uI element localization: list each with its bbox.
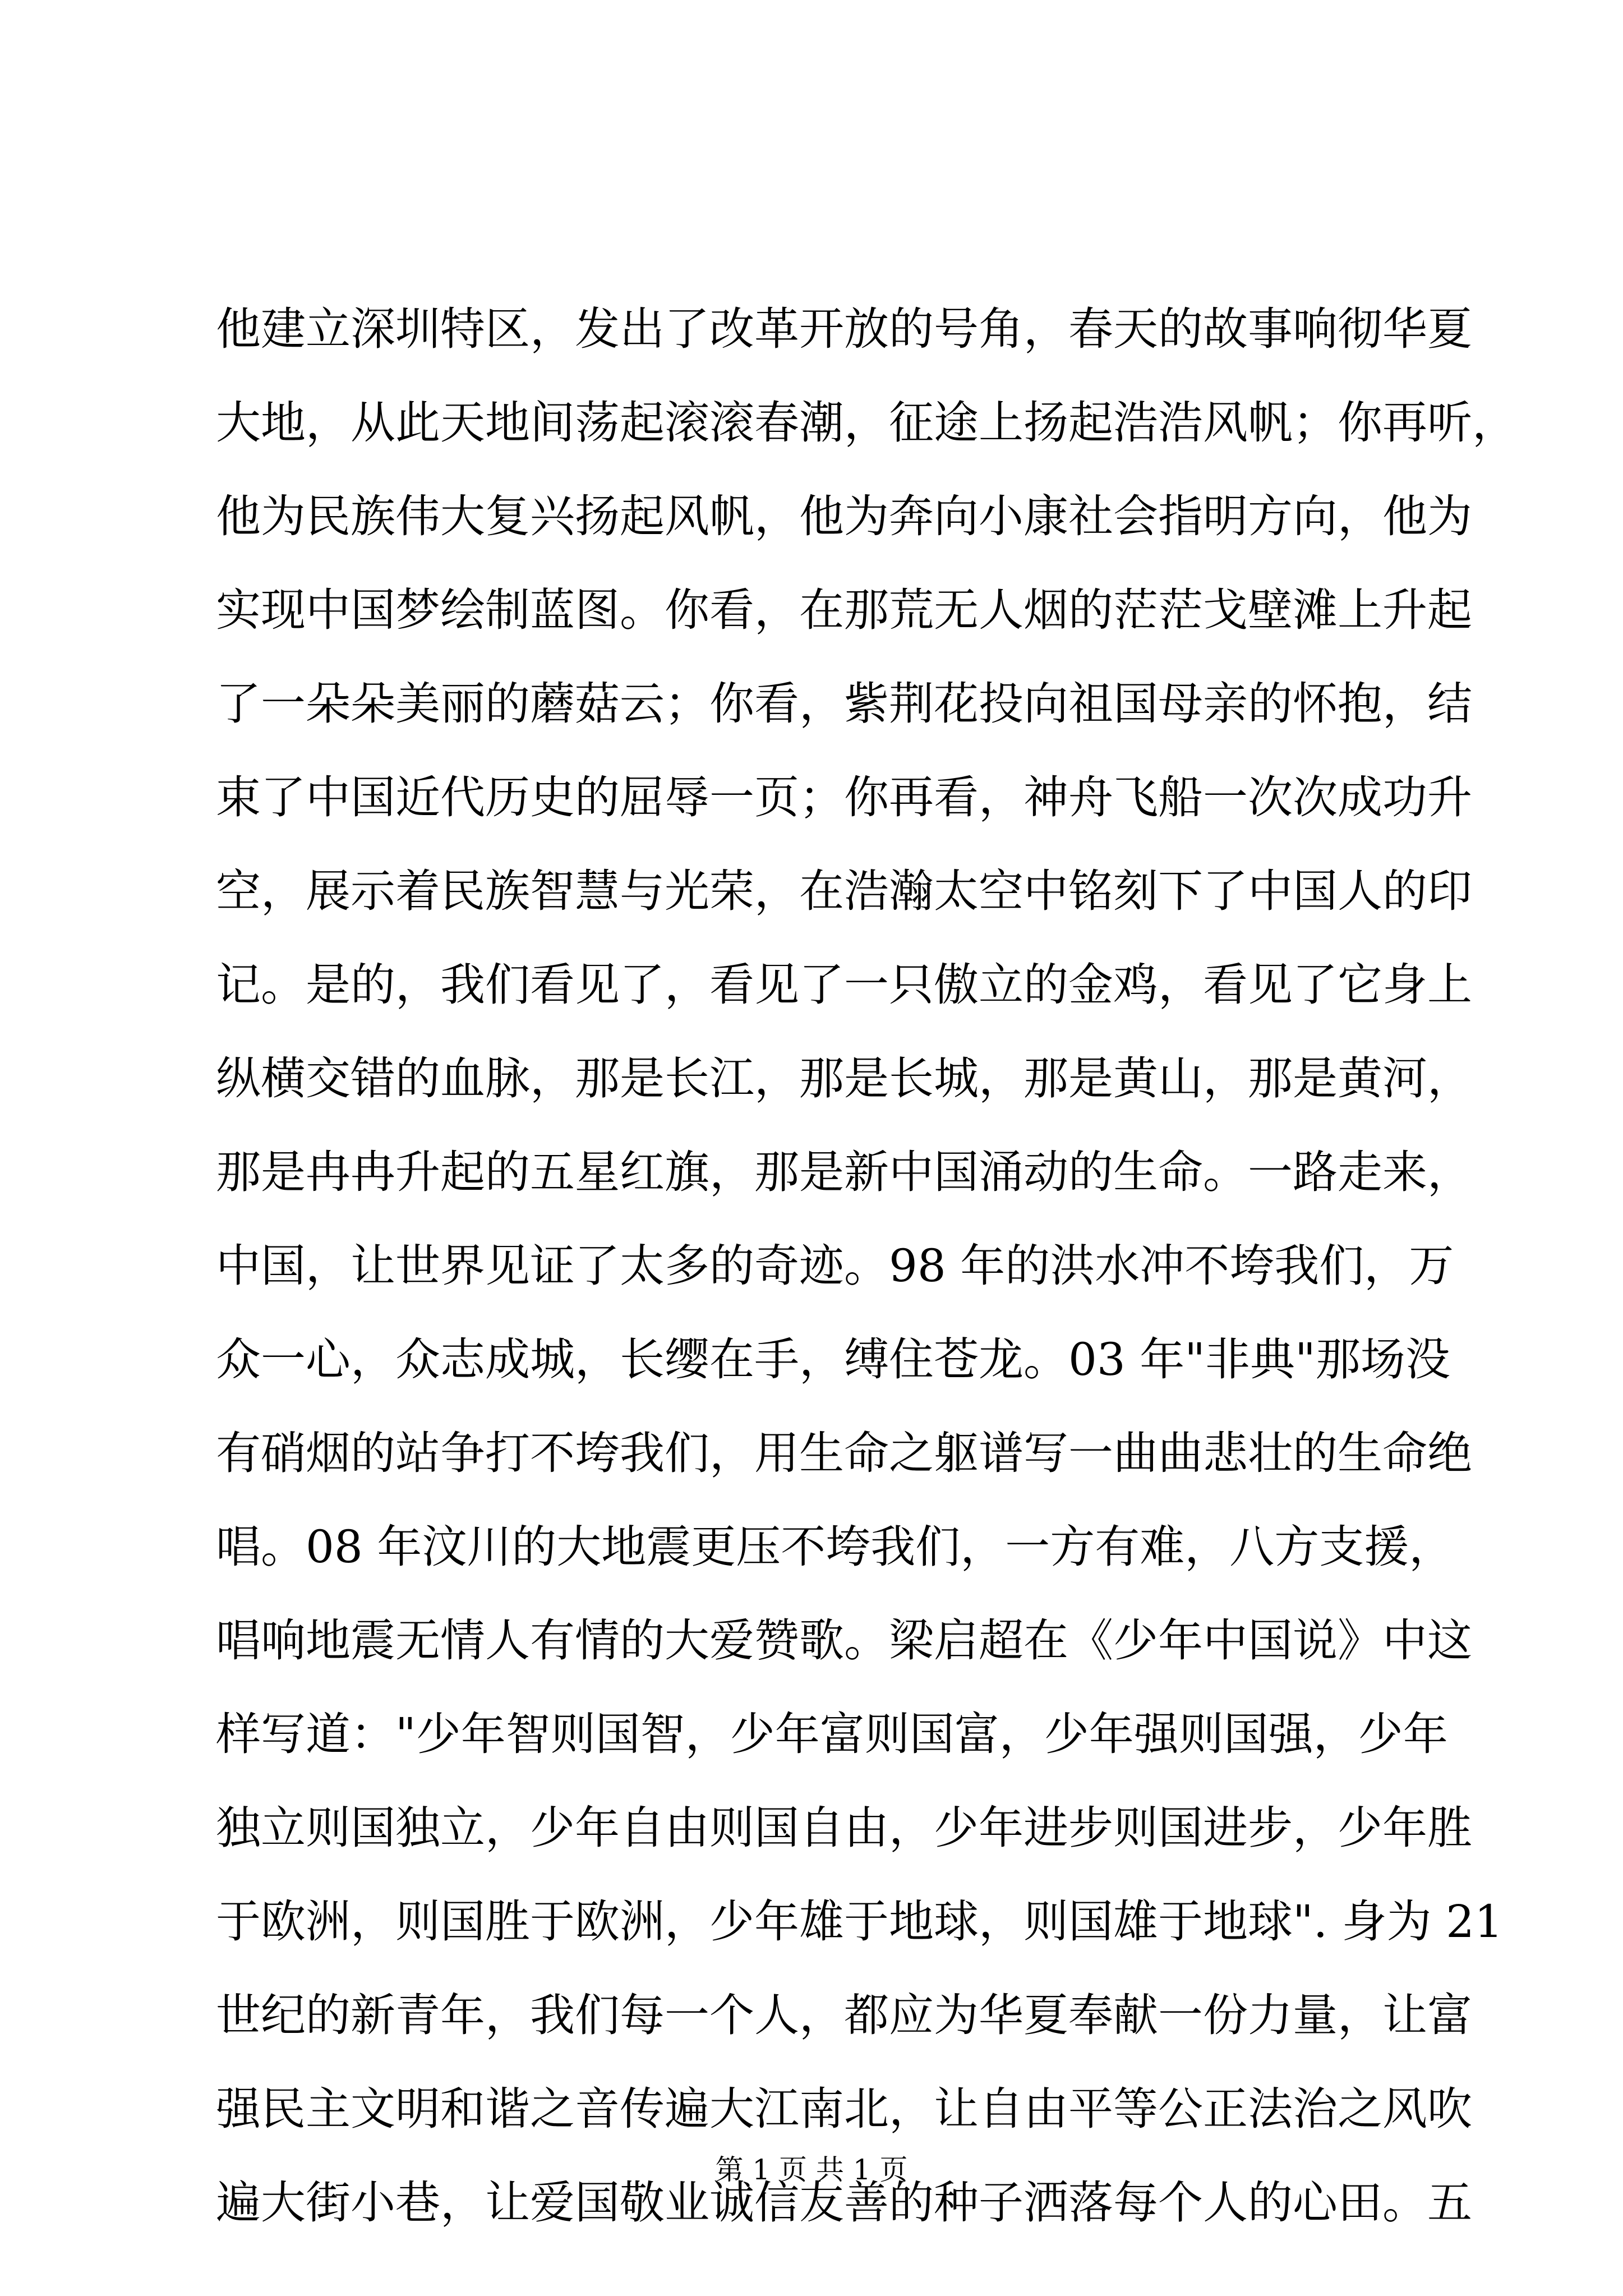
text-line: 纵横交错的血脉，那是长江，那是长城，那是黄山，那是黄河，	[216, 1052, 1472, 1105]
text-line: 唱。08 年汶川的大地震更压不垮我们，一方有难，八方支援，	[216, 1521, 1454, 1573]
text-line: 独立则国独立，少年自由则国自由，少年进步则国进步，少年胜	[216, 1802, 1472, 1854]
body-paragraph	[216, 282, 1517, 2249]
text-line: 中国，让世界见证了太多的奇迹。98 年的洪水冲不垮我们，万	[216, 1240, 1454, 1292]
text-line: 强民主文明和谐之音传遍大江南北，让自由平等公正法治之风吹	[216, 2083, 1472, 2135]
text-line: 他建立深圳特区，发出了改革开放的号角，春天的故事响彻华夏	[216, 303, 1472, 355]
text-line: 那是冉冉升起的五星红旗，那是新中国涌动的生命。一路走来，	[216, 1146, 1472, 1198]
text-line: 唱响地震无情人有情的大爱赞歌。梁启超在《少年中国说》中这	[216, 1614, 1472, 1667]
text-line: 于欧洲，则国胜于欧洲，少年雄于地球，则国雄于地球". 身为 21	[216, 1895, 1503, 1948]
page-footer: 第 1 页 共 1 页	[715, 2154, 908, 2186]
text-line: 记。是的，我们看见了，看见了一只傲立的金鸡，看见了它身上	[216, 959, 1472, 1011]
text-line: 世纪的新青年，我们每一个人，都应为华夏奉献一份力量，让富	[216, 1989, 1472, 2041]
text-line: 空，展示着民族智慧与光荣，在浩瀚太空中铭刻下了中国人的印	[216, 865, 1472, 917]
text-line: 实现中国梦绘制蓝图。你看，在那荒无人烟的茫茫戈壁滩上升起	[216, 584, 1472, 636]
text-line: 大地，从此天地间荡起滚滚春潮，征途上扬起浩浩风帆；你再听，	[216, 397, 1517, 449]
text-line: 样写道："少年智则国智，少年富则国富，少年强则国强，少年	[216, 1708, 1448, 1760]
text-line: 遍大街小巷，让爱国敬业诚信友善的种子洒落每个人的心田。五	[216, 2177, 1472, 2229]
text-line: 他为民族伟大复兴扬起风帆，他为奔向小康社会指明方向，他为	[216, 490, 1472, 542]
text-line: 众一心，众志成城，长缨在手，缚住苍龙。03 年"非典"那场没	[216, 1333, 1450, 1386]
text-line: 有硝烟的站争打不垮我们，用生命之躯谱写一曲曲悲壮的生命绝	[216, 1427, 1472, 1479]
text-line: 束了中国近代历史的屈辱一页；你再看，神舟飞船一次次成功升	[216, 771, 1472, 823]
text-line: 了一朵朵美丽的蘑菇云；你看，紫荆花投向祖国母亲的怀抱，结	[216, 678, 1472, 730]
